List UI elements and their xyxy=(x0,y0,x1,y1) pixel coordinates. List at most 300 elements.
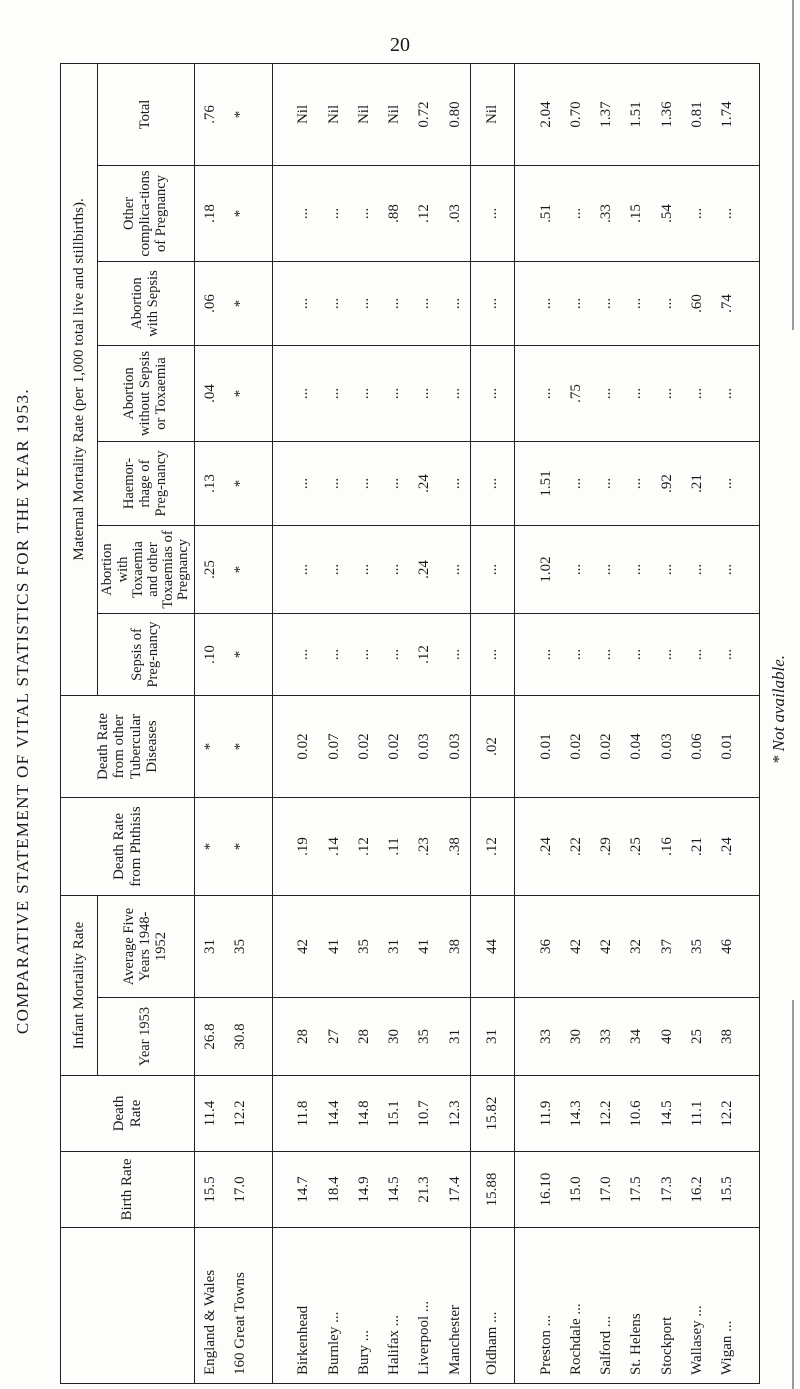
cell-abortion-without-sepsis: ... xyxy=(440,346,471,442)
header-haemorrhage: Haemor-rhage of Preg-nancy xyxy=(98,442,195,526)
cell-abortion-toxaemia: ... xyxy=(713,526,743,614)
cell-infant-year: 33 xyxy=(591,998,621,1076)
cell-abortion-without-sepsis: ... xyxy=(319,346,349,442)
cell-death-rate: 10.6 xyxy=(622,1076,652,1152)
cell-other-tb: 0.03 xyxy=(652,696,682,798)
cell-other-tb: 0.01 xyxy=(713,696,743,798)
cell-infant-average: 32 xyxy=(622,896,652,998)
cell-infant-average: 36 xyxy=(531,896,561,998)
cell-total: * xyxy=(225,63,255,165)
cell-area: 160 Great Towns xyxy=(225,1228,255,1384)
cell-abortion-toxaemia: * xyxy=(225,526,255,614)
spacer-cell xyxy=(256,798,272,896)
cell-infant-average: 46 xyxy=(713,896,743,998)
cell-infant-average: 35 xyxy=(349,896,379,998)
spacer-cell xyxy=(743,896,760,998)
cell-infant-year: 34 xyxy=(622,998,652,1076)
spacer-cell xyxy=(256,526,272,614)
cell-other-tb: 0.02 xyxy=(561,696,591,798)
spacer-cell xyxy=(743,346,760,442)
cell-other-tb: 0.07 xyxy=(319,696,349,798)
cell-infant-average: 35 xyxy=(225,896,255,998)
table-row xyxy=(349,63,379,1383)
table-row xyxy=(440,63,471,1383)
cell-total: Nil xyxy=(319,63,349,165)
table-row xyxy=(591,63,621,1383)
cell-phthisis: .29 xyxy=(591,798,621,896)
cell-total: .76 xyxy=(195,63,226,165)
spacer-cell xyxy=(272,798,288,896)
cell-birth-rate: 17.3 xyxy=(652,1152,682,1228)
header-sepsis: Sepsis of Preg-nancy xyxy=(98,614,195,696)
table-row xyxy=(195,63,226,1383)
cell-birth-rate: 17.4 xyxy=(440,1152,471,1228)
header-death-rate-other-tb: Death Rate from other Tubercular Diseases xyxy=(61,696,195,798)
cell-infant-average: 42 xyxy=(591,896,621,998)
cell-area: England & Wales xyxy=(195,1228,226,1384)
cell-phthisis: .12 xyxy=(471,798,514,896)
cell-haemorrhage: ... xyxy=(440,442,471,526)
spacer-row xyxy=(256,63,272,1383)
table-row xyxy=(379,63,409,1383)
cell-death-rate: 14.5 xyxy=(652,1076,682,1152)
cell-sepsis: ... xyxy=(319,614,349,696)
spacer-cell xyxy=(514,442,530,526)
cell-other-complications: ... xyxy=(713,166,743,262)
cell-abortion-without-sepsis: ... xyxy=(410,346,440,442)
cell-area: Rochdale ... xyxy=(561,1228,591,1384)
spacer-cell xyxy=(256,1228,272,1384)
spacer-cell xyxy=(272,1228,288,1384)
cell-birth-rate: 15.0 xyxy=(561,1152,591,1228)
cell-sepsis: * xyxy=(225,614,255,696)
cell-abortion-with-sepsis: ... xyxy=(471,262,514,346)
spacer-cell xyxy=(514,63,530,165)
cell-area: Liverpool ... xyxy=(410,1228,440,1384)
cell-infant-year: 30 xyxy=(561,998,591,1076)
spacer-cell xyxy=(272,63,288,165)
header-area xyxy=(61,1228,195,1384)
cell-birth-rate: 17.0 xyxy=(225,1152,255,1228)
cell-phthisis: .12 xyxy=(349,798,379,896)
cell-abortion-without-sepsis: ... xyxy=(682,346,712,442)
table-row xyxy=(471,63,514,1383)
cell-abortion-without-sepsis: ... xyxy=(531,346,561,442)
cell-haemorrhage: ... xyxy=(349,442,379,526)
spacer-cell xyxy=(514,526,530,614)
cell-haemorrhage: .92 xyxy=(652,442,682,526)
cell-abortion-with-sepsis: .60 xyxy=(682,262,712,346)
cell-phthisis: * xyxy=(225,798,255,896)
cell-area: Bury ... xyxy=(349,1228,379,1384)
cell-birth-rate: 15.5 xyxy=(195,1152,226,1228)
cell-phthisis: .38 xyxy=(440,798,471,896)
spacer-cell xyxy=(256,896,272,998)
spacer-cell xyxy=(272,442,288,526)
cell-abortion-without-sepsis: .04 xyxy=(195,346,226,442)
cell-haemorrhage: ... xyxy=(561,442,591,526)
cell-sepsis: ... xyxy=(379,614,409,696)
cell-other-complications: ... xyxy=(471,166,514,262)
cell-abortion-with-sepsis: ... xyxy=(561,262,591,346)
cell-phthisis: .23 xyxy=(410,798,440,896)
table-row xyxy=(561,63,591,1383)
cell-death-rate: 12.3 xyxy=(440,1076,471,1152)
spacer-cell xyxy=(514,262,530,346)
spacer-cell xyxy=(272,614,288,696)
table-row xyxy=(622,63,652,1383)
cell-phthisis: .14 xyxy=(319,798,349,896)
cell-death-rate: 15.82 xyxy=(471,1076,514,1152)
cell-abortion-without-sepsis: .75 xyxy=(561,346,591,442)
cell-haemorrhage: ... xyxy=(713,442,743,526)
cell-abortion-toxaemia: ... xyxy=(379,526,409,614)
cell-abortion-toxaemia: .25 xyxy=(195,526,226,614)
cell-birth-rate: 15.88 xyxy=(471,1152,514,1228)
cell-birth-rate: 16.10 xyxy=(531,1152,561,1228)
cell-total: 0.70 xyxy=(561,63,591,165)
spacer-cell xyxy=(514,1228,530,1384)
cell-area: Birkenhead xyxy=(289,1228,319,1384)
table-row xyxy=(531,63,561,1383)
cell-other-complications: ... xyxy=(561,166,591,262)
spacer-cell xyxy=(256,63,272,165)
spacer-cell xyxy=(272,166,288,262)
cell-birth-rate: 14.7 xyxy=(289,1152,319,1228)
header-total: Total xyxy=(98,63,195,165)
cell-death-rate: 11.4 xyxy=(195,1076,226,1152)
cell-other-complications: * xyxy=(225,166,255,262)
cell-abortion-toxaemia: ... xyxy=(652,526,682,614)
spacer-cell xyxy=(743,1076,760,1152)
cell-total: Nil xyxy=(471,63,514,165)
cell-area: Salford ... xyxy=(591,1228,621,1384)
cell-area: Preston ... xyxy=(531,1228,561,1384)
cell-phthisis: .16 xyxy=(652,798,682,896)
cell-abortion-with-sepsis: ... xyxy=(622,262,652,346)
cell-abortion-without-sepsis: ... xyxy=(713,346,743,442)
spacer-cell xyxy=(514,1152,530,1228)
cell-sepsis: ... xyxy=(713,614,743,696)
cell-area: Stockport xyxy=(652,1228,682,1384)
vital-statistics-table xyxy=(60,63,760,1384)
header-infant-mortality: Infant Mortality Rate xyxy=(61,896,98,1076)
cell-infant-year: 35 xyxy=(410,998,440,1076)
cell-infant-average: 37 xyxy=(652,896,682,998)
spacer-cell xyxy=(514,696,530,798)
cell-haemorrhage: ... xyxy=(591,442,621,526)
cell-area: Burnley ... xyxy=(319,1228,349,1384)
cell-death-rate: 12.2 xyxy=(225,1076,255,1152)
cell-total: Nil xyxy=(379,63,409,165)
cell-birth-rate: 17.0 xyxy=(591,1152,621,1228)
cell-total: 1.51 xyxy=(622,63,652,165)
footnote-text: * Not available. xyxy=(769,655,788,765)
spacer-cell xyxy=(256,998,272,1076)
cell-infant-average: 42 xyxy=(289,896,319,998)
cell-birth-rate: 18.4 xyxy=(319,1152,349,1228)
cell-haemorrhage: ... xyxy=(471,442,514,526)
header-death-rate-phthisis: Death Rate from Phthisis xyxy=(61,798,195,896)
spacer-cell xyxy=(743,1228,760,1384)
cell-sepsis: ... xyxy=(289,614,319,696)
cell-phthisis: .19 xyxy=(289,798,319,896)
spacer-cell xyxy=(514,798,530,896)
cell-other-complications: .18 xyxy=(195,166,226,262)
cell-death-rate: 15.1 xyxy=(379,1076,409,1152)
header-infant-average: Average Five Years 1948-1952 xyxy=(98,896,195,998)
cell-infant-year: 26.8 xyxy=(195,998,226,1076)
cell-total: Nil xyxy=(349,63,379,165)
cell-haemorrhage: ... xyxy=(289,442,319,526)
cell-birth-rate: 16.2 xyxy=(682,1152,712,1228)
spacer-row xyxy=(743,63,760,1383)
spacer-cell xyxy=(514,1076,530,1152)
cell-total: Nil xyxy=(289,63,319,165)
rotated-table xyxy=(60,64,760,1384)
cell-abortion-with-sepsis: ... xyxy=(319,262,349,346)
cell-infant-year: 31 xyxy=(440,998,471,1076)
spacer-cell xyxy=(743,526,760,614)
cell-death-rate: 10.7 xyxy=(410,1076,440,1152)
cell-abortion-without-sepsis: ... xyxy=(379,346,409,442)
cell-sepsis: ... xyxy=(591,614,621,696)
cell-death-rate: 12.2 xyxy=(713,1076,743,1152)
cell-abortion-with-sepsis: ... xyxy=(531,262,561,346)
table-row xyxy=(410,63,440,1383)
spacer-cell xyxy=(272,346,288,442)
cell-haemorrhage: .13 xyxy=(195,442,226,526)
cell-infant-year: 28 xyxy=(289,998,319,1076)
cell-abortion-with-sepsis: ... xyxy=(349,262,379,346)
statistics-table-region xyxy=(60,64,760,1384)
spacer-cell xyxy=(272,998,288,1076)
cell-sepsis: ... xyxy=(471,614,514,696)
cell-abortion-with-sepsis: * xyxy=(225,262,255,346)
cell-area: Halifax ... xyxy=(379,1228,409,1384)
cell-total: 1.37 xyxy=(591,63,621,165)
cell-area: Wallasey ... xyxy=(682,1228,712,1384)
cell-birth-rate: 15.5 xyxy=(713,1152,743,1228)
page-number: 20 xyxy=(390,34,410,56)
table-row xyxy=(682,63,712,1383)
header-abortion-toxaemia: Abortion with Toxaemia and other Toxaemias of Pregnancy xyxy=(98,526,195,614)
table-row xyxy=(225,63,255,1383)
cell-sepsis: .12 xyxy=(410,614,440,696)
cell-phthisis: .11 xyxy=(379,798,409,896)
cell-area: Wigan ... xyxy=(713,1228,743,1384)
spacer-cell xyxy=(743,998,760,1076)
cell-sepsis: ... xyxy=(622,614,652,696)
cell-other-tb: 0.06 xyxy=(682,696,712,798)
cell-haemorrhage: ... xyxy=(379,442,409,526)
page-edge-mark xyxy=(792,0,794,330)
cell-abortion-toxaemia: .24 xyxy=(410,526,440,614)
cell-death-rate: 14.4 xyxy=(319,1076,349,1152)
cell-abortion-toxaemia: ... xyxy=(289,526,319,614)
cell-other-tb: 0.03 xyxy=(410,696,440,798)
spacer-cell xyxy=(272,896,288,998)
header-abortion-without-sepsis: Abortion without Sepsis or Toxaemia xyxy=(98,346,195,442)
cell-abortion-without-sepsis: * xyxy=(225,346,255,442)
cell-abortion-without-sepsis: ... xyxy=(349,346,379,442)
cell-birth-rate: 14.9 xyxy=(349,1152,379,1228)
cell-phthisis: .24 xyxy=(531,798,561,896)
table-row xyxy=(319,63,349,1383)
cell-infant-year: 30 xyxy=(379,998,409,1076)
spacer-cell xyxy=(256,442,272,526)
spacer-cell xyxy=(514,166,530,262)
cell-sepsis: ... xyxy=(652,614,682,696)
spacer-cell xyxy=(743,696,760,798)
spacer-cell xyxy=(272,696,288,798)
cell-other-complications: .54 xyxy=(652,166,682,262)
cell-other-tb: 0.02 xyxy=(349,696,379,798)
header-maternal-mortality: Maternal Mortality Rate (per 1,000 total live and stillbirths). xyxy=(61,63,98,695)
spacer-cell xyxy=(743,614,760,696)
cell-infant-year: 28 xyxy=(349,998,379,1076)
cell-sepsis: ... xyxy=(349,614,379,696)
cell-abortion-without-sepsis: ... xyxy=(591,346,621,442)
header-birth-rate: Birth Rate xyxy=(61,1152,195,1228)
document-title xyxy=(8,66,38,1356)
cell-abortion-toxaemia: 1.02 xyxy=(531,526,561,614)
cell-other-complications: ... xyxy=(349,166,379,262)
cell-phthisis: .21 xyxy=(682,798,712,896)
cell-other-complications: ... xyxy=(682,166,712,262)
cell-abortion-without-sepsis: ... xyxy=(622,346,652,442)
spacer-cell xyxy=(256,696,272,798)
cell-other-tb: .02 xyxy=(471,696,514,798)
cell-total: 1.74 xyxy=(713,63,743,165)
cell-birth-rate: 14.5 xyxy=(379,1152,409,1228)
cell-total: 2.04 xyxy=(531,63,561,165)
cell-sepsis: .10 xyxy=(195,614,226,696)
cell-phthisis: .25 xyxy=(622,798,652,896)
cell-area: St. Helens xyxy=(622,1228,652,1384)
cell-infant-year: 31 xyxy=(471,998,514,1076)
cell-abortion-toxaemia: ... xyxy=(471,526,514,614)
cell-infant-year: 30.8 xyxy=(225,998,255,1076)
spacer-row xyxy=(272,63,288,1383)
cell-abortion-without-sepsis: ... xyxy=(289,346,319,442)
cell-abortion-toxaemia: ... xyxy=(622,526,652,614)
cell-abortion-toxaemia: ... xyxy=(349,526,379,614)
header-death-rate: Death Rate xyxy=(61,1076,195,1152)
cell-other-tb: 0.04 xyxy=(622,696,652,798)
cell-area: Manchester xyxy=(440,1228,471,1384)
cell-haemorrhage: * xyxy=(225,442,255,526)
spacer-row xyxy=(514,63,530,1383)
cell-sepsis: ... xyxy=(682,614,712,696)
cell-haemorrhage: .21 xyxy=(682,442,712,526)
cell-death-rate: 11.1 xyxy=(682,1076,712,1152)
cell-other-complications: .03 xyxy=(440,166,471,262)
cell-other-tb: * xyxy=(225,696,255,798)
cell-abortion-with-sepsis: ... xyxy=(591,262,621,346)
cell-infant-average: 41 xyxy=(410,896,440,998)
table-body xyxy=(195,63,760,1383)
cell-other-complications: .51 xyxy=(531,166,561,262)
cell-phthisis: .24 xyxy=(713,798,743,896)
table-row xyxy=(652,63,682,1383)
cell-abortion-with-sepsis: .74 xyxy=(713,262,743,346)
cell-other-tb: 0.01 xyxy=(531,696,561,798)
cell-abortion-with-sepsis: ... xyxy=(379,262,409,346)
cell-other-tb: * xyxy=(195,696,226,798)
cell-birth-rate: 17.5 xyxy=(622,1152,652,1228)
document-title-text: COMPARATIVE STATEMENT OF VITAL STATISTICS FOR THE YEAR 1953. xyxy=(13,387,32,1035)
cell-infant-year: 40 xyxy=(652,998,682,1076)
cell-abortion-with-sepsis: ... xyxy=(410,262,440,346)
cell-infant-year: 33 xyxy=(531,998,561,1076)
spacer-cell xyxy=(256,346,272,442)
cell-birth-rate: 21.3 xyxy=(410,1152,440,1228)
cell-infant-average: 44 xyxy=(471,896,514,998)
spacer-cell xyxy=(256,166,272,262)
spacer-cell xyxy=(256,1152,272,1228)
spacer-cell xyxy=(272,262,288,346)
cell-abortion-toxaemia: ... xyxy=(440,526,471,614)
table-row xyxy=(713,63,743,1383)
cell-sepsis: ... xyxy=(531,614,561,696)
cell-abortion-without-sepsis: ... xyxy=(471,346,514,442)
cell-death-rate: 14.8 xyxy=(349,1076,379,1152)
header-abortion-with-sepsis: Abortion with Sepsis xyxy=(98,262,195,346)
spacer-cell xyxy=(743,166,760,262)
header-other-complications: Other complica-tions of Pregnancy xyxy=(98,166,195,262)
cell-total: 1.36 xyxy=(652,63,682,165)
cell-infant-average: 38 xyxy=(440,896,471,998)
page-edge-mark xyxy=(792,1000,794,1389)
cell-other-tb: 0.02 xyxy=(591,696,621,798)
cell-abortion-with-sepsis: .06 xyxy=(195,262,226,346)
spacer-cell xyxy=(743,1152,760,1228)
cell-other-tb: 0.03 xyxy=(440,696,471,798)
spacer-cell xyxy=(514,614,530,696)
spacer-cell xyxy=(256,262,272,346)
cell-death-rate: 11.8 xyxy=(289,1076,319,1152)
table-row xyxy=(289,63,319,1383)
cell-area: Oldham ... xyxy=(471,1228,514,1384)
cell-other-complications: .15 xyxy=(622,166,652,262)
cell-other-complications: .88 xyxy=(379,166,409,262)
cell-total: 0.72 xyxy=(410,63,440,165)
cell-other-complications: .12 xyxy=(410,166,440,262)
spacer-cell xyxy=(256,1076,272,1152)
cell-infant-year: 27 xyxy=(319,998,349,1076)
cell-abortion-without-sepsis: ... xyxy=(652,346,682,442)
spacer-cell xyxy=(514,998,530,1076)
cell-other-tb: 0.02 xyxy=(379,696,409,798)
cell-other-complications: ... xyxy=(289,166,319,262)
cell-abortion-toxaemia: ... xyxy=(319,526,349,614)
cell-haemorrhage: ... xyxy=(622,442,652,526)
cell-infant-average: 41 xyxy=(319,896,349,998)
spacer-cell xyxy=(514,896,530,998)
cell-infant-year: 38 xyxy=(713,998,743,1076)
spacer-cell xyxy=(743,798,760,896)
spacer-cell xyxy=(272,526,288,614)
cell-other-tb: 0.02 xyxy=(289,696,319,798)
cell-abortion-toxaemia: ... xyxy=(561,526,591,614)
cell-haemorrhage: ... xyxy=(319,442,349,526)
cell-haemorrhage: .24 xyxy=(410,442,440,526)
spacer-cell xyxy=(256,614,272,696)
cell-phthisis: * xyxy=(195,798,226,896)
header-infant-year: Year 1953 xyxy=(98,998,195,1076)
spacer-cell xyxy=(743,442,760,526)
